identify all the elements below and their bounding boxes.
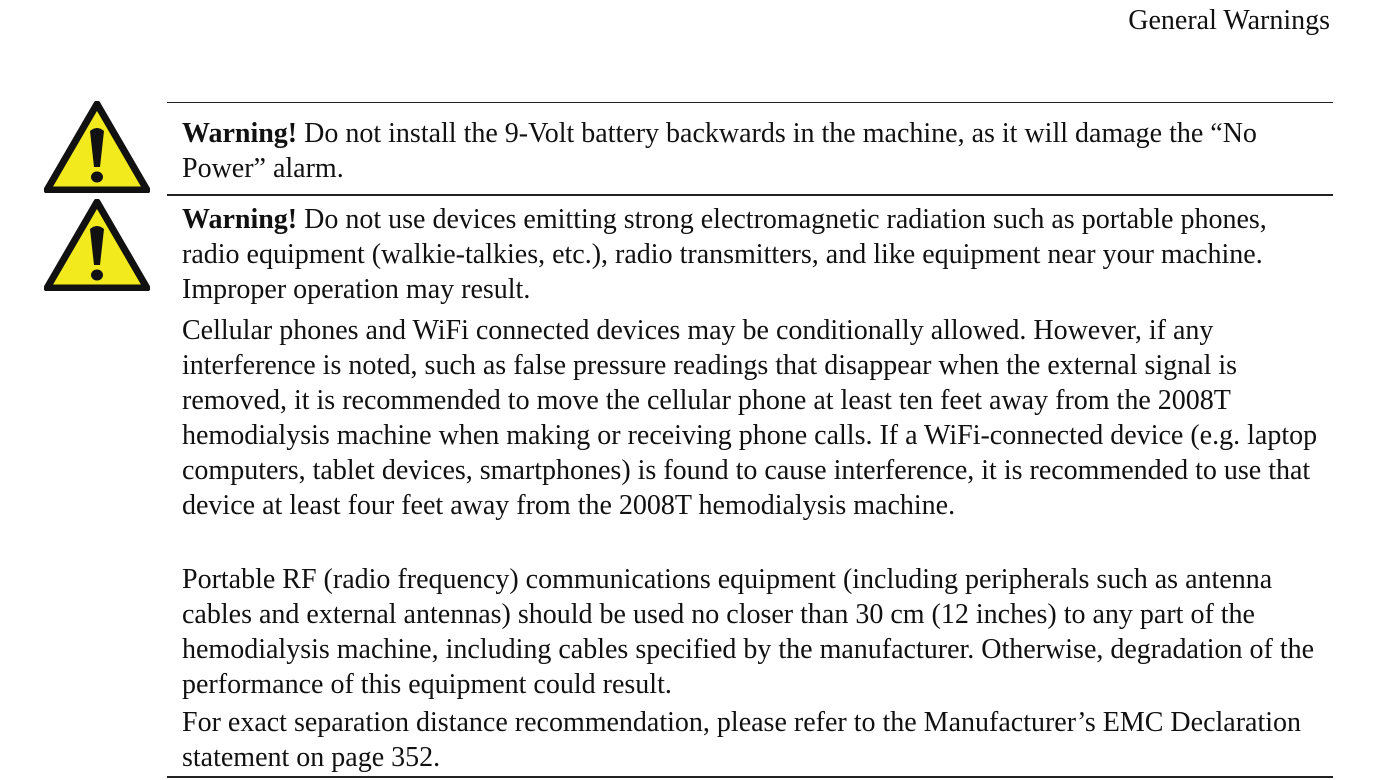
- emi-warning: [182, 202, 1322, 307]
- top-divider: [167, 102, 1333, 103]
- warning-triangle-icon: [44, 199, 150, 291]
- cellular-wifi-paragraph: Cellular phones and WiFi connected devices may be conditionally allowed. However, if any interference is noted, such as false pressure readings that disappear when the external signal is removed, it is recommended to move the cellular phone at least ten feet away from the 2008T hemodialysis machine when making or receiving phone calls. If a WiFi-connected device (e.g. laptop computers, tablet devices, smartphones) is found to cause interference, it is recommended to use that device at least four feet away from the 2008T hemodialysis machine.: [182, 315, 1318, 521]
- warning-triangle-icon: [44, 101, 150, 193]
- middle-divider: [167, 194, 1333, 196]
- warning-label: Warning!: [182, 204, 298, 235]
- battery-warning: [182, 116, 1322, 186]
- portable-rf-paragraph: Portable RF (radio frequency) communications equipment (including peripherals such as antenna cables and external antennas) should be used no closer than 30 cm (12 inches) to any part of the hemodialysis machine, including cables specified by the manufacturer. Otherwise, degradation of the performance of this equipment could result.: [182, 564, 1315, 700]
- warning-label: Warning!: [182, 118, 298, 149]
- separation-distance-paragraph: For exact separation distance recommendation, please refer to the Manufacturer’s EMC Declaration statement on page 352.: [182, 707, 1302, 773]
- warning-text: Do not use devices emitting strong electromagnetic radiation such as portable phones, radio equipment (walkie-talkies, etc.), radio transmitters, and like equipment near your machine. Improper operation may result.: [182, 204, 1267, 305]
- warning-text: Do not install the 9-Volt battery backwards in the machine, as it will damage the “No Power” alarm.: [182, 118, 1257, 184]
- bottom-divider: [167, 776, 1333, 778]
- page-header-title: General Warnings: [1128, 5, 1330, 36]
